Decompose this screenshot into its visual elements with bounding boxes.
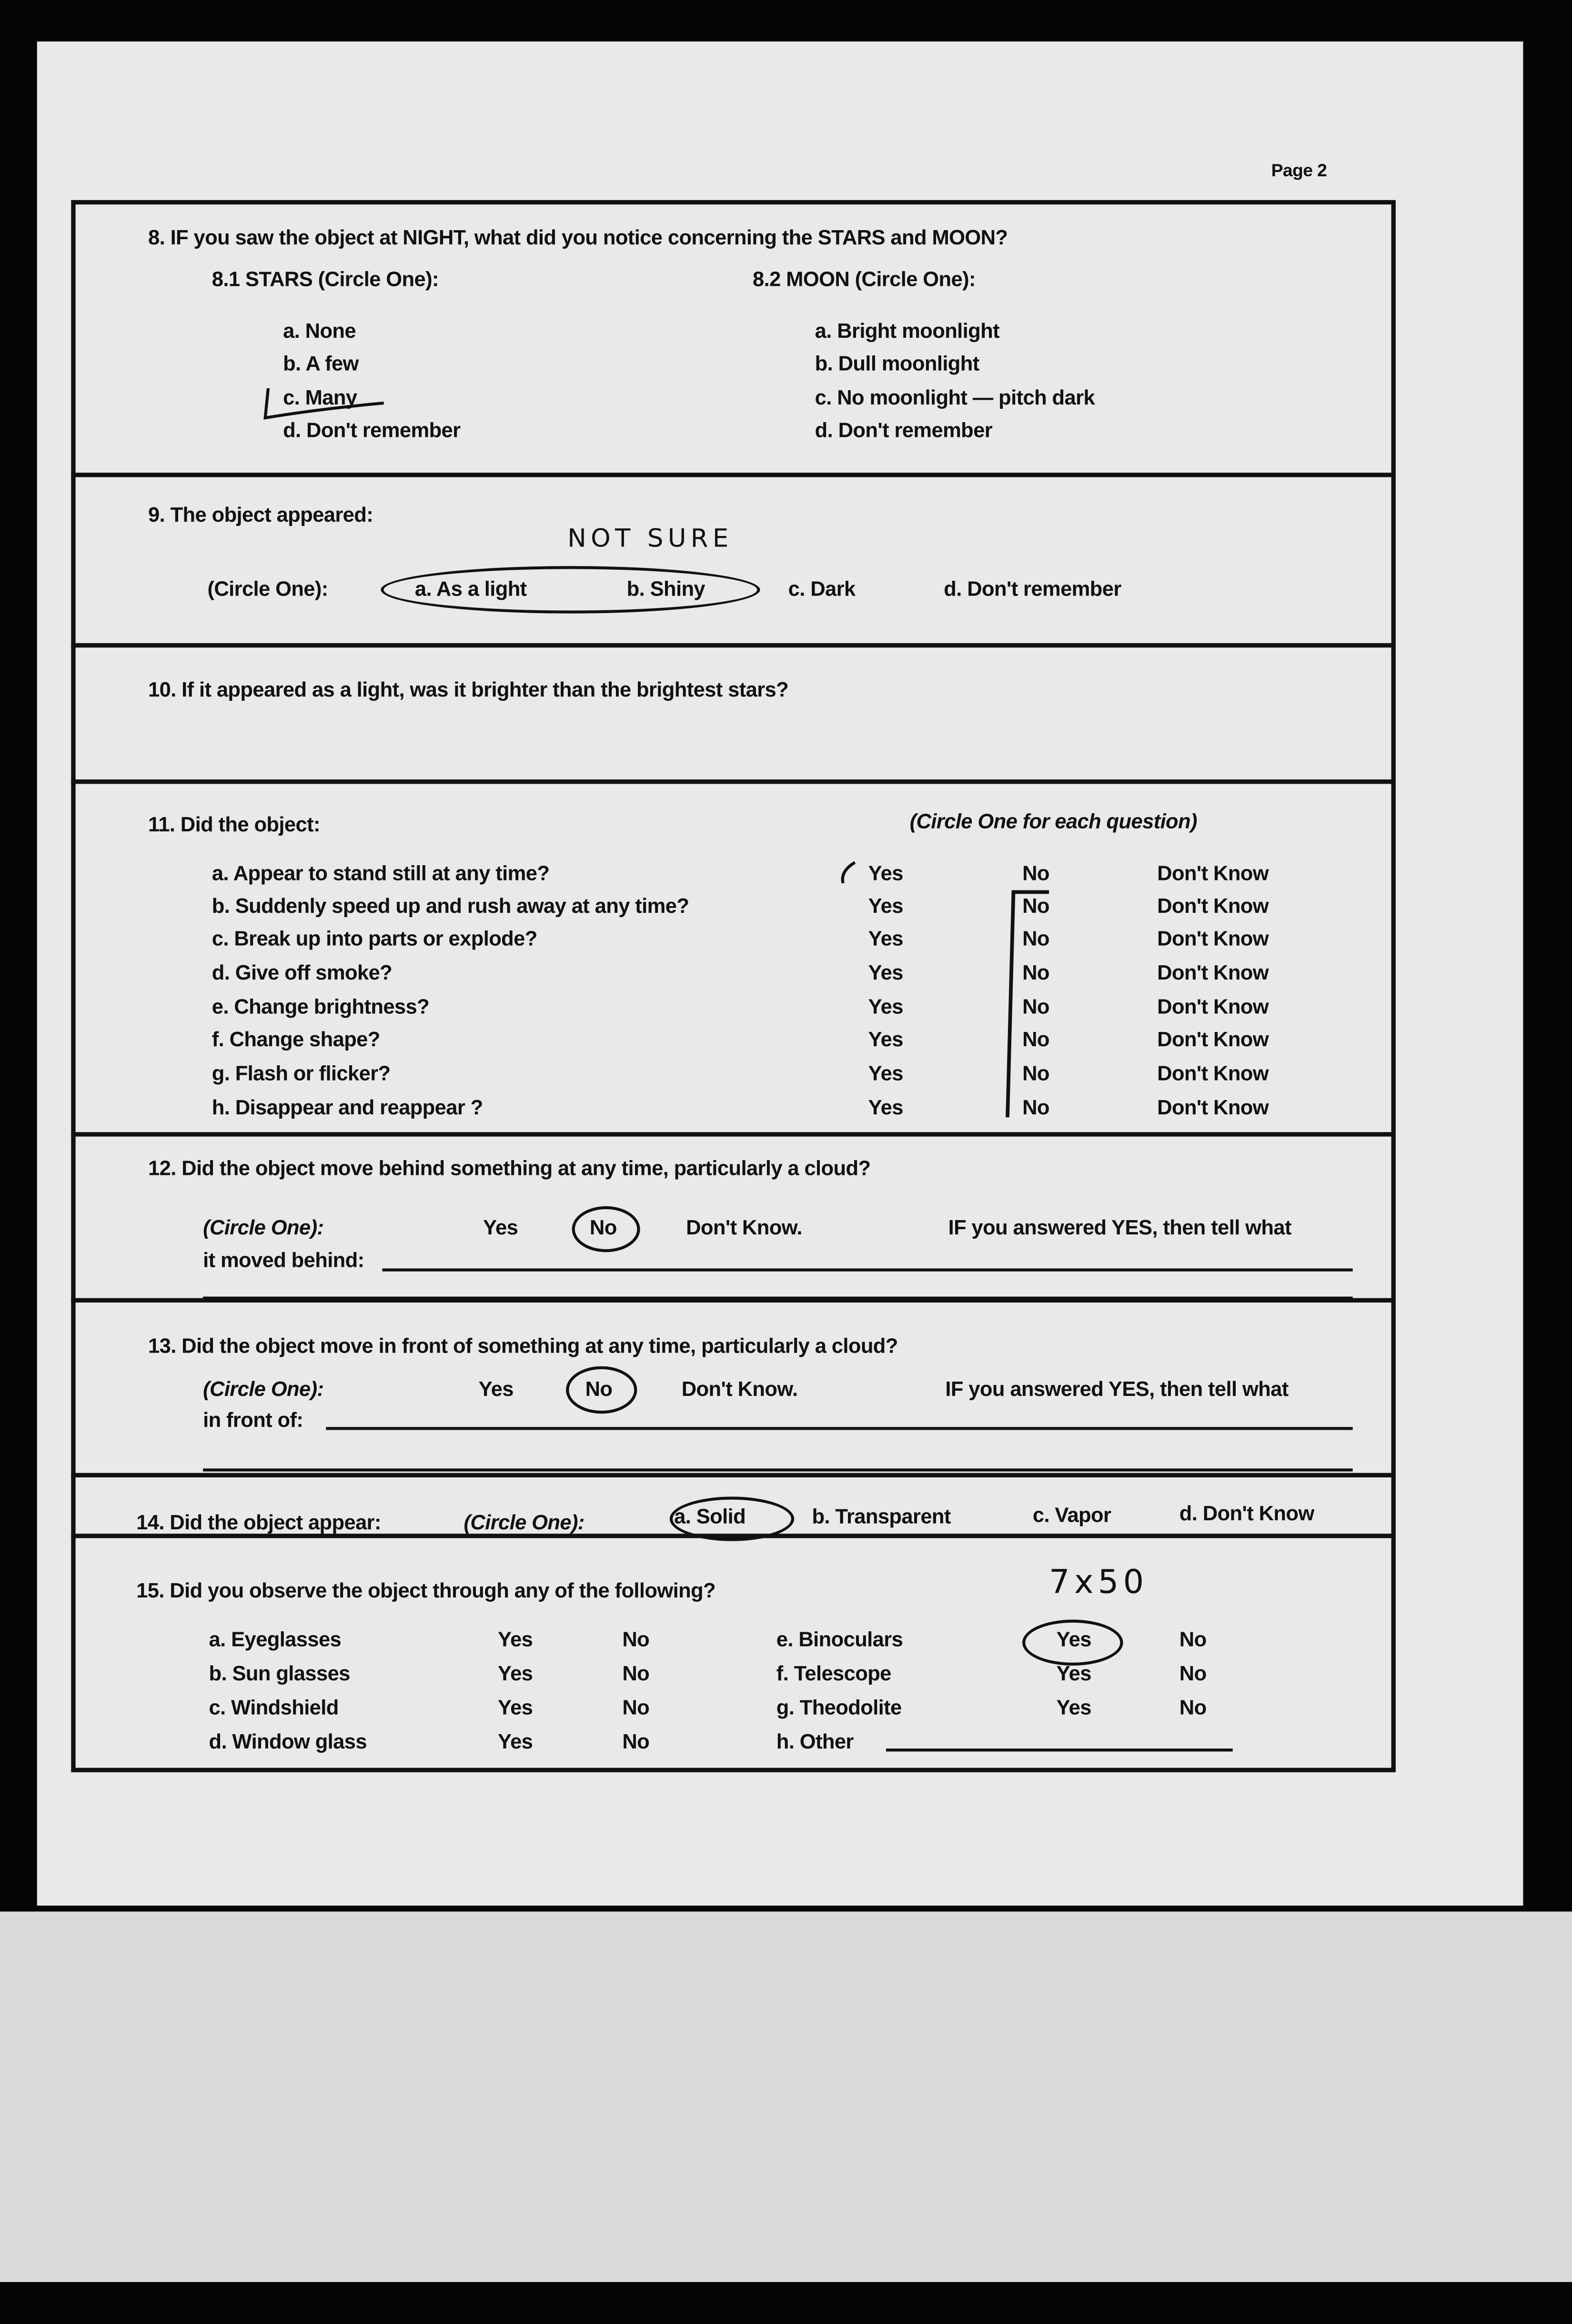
q9-option-selected: a. As a light	[414, 576, 527, 600]
q12-no-selected: No	[589, 1215, 617, 1239]
q11-no: No	[1022, 1095, 1049, 1119]
stars-heading: 8.1 STARS (Circle One):	[212, 266, 439, 291]
answer-circle	[670, 1496, 794, 1541]
q15-right-yes: Yes	[1056, 1695, 1091, 1719]
q15-left-no: No	[622, 1729, 650, 1753]
q11-dont-know: Don't Know	[1157, 1027, 1269, 1051]
q15-left-no: No	[622, 1627, 650, 1651]
q15-right-no: No	[1179, 1627, 1207, 1651]
q11-yes: Yes	[868, 1095, 903, 1119]
moon-option: b. Dull moonlight	[815, 351, 979, 375]
q11-no: No	[1022, 994, 1049, 1018]
q9-option-selected: b. Shiny	[626, 576, 705, 600]
q15-right-yes: Yes	[1056, 1627, 1091, 1651]
q15-right-label: g. Theodolite	[776, 1695, 902, 1719]
underline-mark	[259, 385, 393, 423]
page-number: Page 2	[1271, 160, 1327, 181]
handwritten-note: 7x50	[1049, 1565, 1149, 1602]
stars-option: b. A few	[283, 351, 359, 375]
stars-option: a. None	[283, 318, 356, 343]
answer-circle	[572, 1206, 640, 1252]
q15-right-no: No	[1179, 1661, 1207, 1685]
answer-circle	[566, 1366, 637, 1414]
stars-option-selected: c. Many	[283, 385, 357, 409]
q11-row-label: f. Change shape?	[212, 1027, 380, 1051]
q11-no: No	[1022, 926, 1049, 950]
q11-dont-know: Don't Know	[1157, 994, 1269, 1018]
q13-follow-label: in front of:	[203, 1407, 303, 1432]
q11-yes: Yes	[868, 893, 903, 918]
q15-right-label: e. Binoculars	[776, 1627, 903, 1651]
q11-row-label: b. Suddenly speed up and rush away at any time?	[212, 893, 689, 918]
divider	[71, 779, 1394, 784]
divider	[71, 1132, 1394, 1136]
q11-row-label: g. Flash or flicker?	[212, 1061, 391, 1085]
q15-left-label: b. Sun glasses	[209, 1661, 350, 1685]
answer-circle	[381, 566, 760, 614]
q15-left-no: No	[622, 1695, 650, 1719]
q12-follow-label: it moved behind:	[203, 1247, 364, 1272]
bracket-mark	[998, 886, 1058, 1123]
check-mark	[837, 859, 881, 889]
q12-dont-know: Don't Know.	[686, 1215, 802, 1239]
q11-yes: Yes	[868, 926, 903, 950]
q13-dont-know: Don't Know.	[681, 1376, 798, 1401]
q14-title: 14. Did the object appear:	[136, 1510, 381, 1534]
q11-instruction: (Circle One for each question)	[909, 809, 1197, 833]
q15-left-label: a. Eyeglasses	[209, 1627, 342, 1651]
q15-left-label: c. Windshield	[209, 1695, 339, 1719]
q15-left-yes: Yes	[498, 1661, 533, 1685]
answer-line[interactable]	[326, 1427, 1352, 1429]
q11-yes: Yes	[868, 1061, 903, 1085]
q11-yes: Yes	[868, 1027, 903, 1051]
q11-dont-know: Don't Know	[1157, 893, 1269, 918]
q12-yes: Yes	[483, 1215, 518, 1239]
q9-title: 9. The object appeared:	[148, 502, 373, 526]
q8-title: 8. IF you saw the object at NIGHT, what did you notice concerning the STARS and MOON?	[148, 225, 1008, 249]
handwritten-note: NOT SURE	[567, 525, 733, 555]
answer-line[interactable]	[203, 1468, 1353, 1471]
divider	[71, 643, 1394, 647]
divider	[71, 473, 1394, 477]
circle-one-label: (Circle One):	[203, 1215, 324, 1239]
q11-row-label: h. Disappear and reappear ?	[212, 1095, 483, 1119]
q11-no: No	[1022, 1027, 1049, 1051]
lower-page-edge	[0, 1911, 1572, 2282]
q10-title: 10. If it appeared as a light, was it brighter than the brightest stars?	[148, 677, 789, 701]
q11-dont-know: Don't Know	[1157, 960, 1269, 984]
q15-right-no: No	[1179, 1695, 1207, 1719]
q11-no: No	[1022, 960, 1049, 984]
circle-one-label: (Circle One):	[203, 1376, 324, 1401]
q11-yes: Yes	[868, 861, 903, 885]
q15-left-yes: Yes	[498, 1627, 533, 1651]
q11-row-label: c. Break up into parts or explode?	[212, 926, 537, 950]
q13-if-yes: IF you answered YES, then tell what	[945, 1376, 1289, 1401]
other-answer-line[interactable]	[886, 1748, 1233, 1751]
answer-line[interactable]	[382, 1268, 1352, 1271]
q11-row-label: e. Change brightness?	[212, 994, 430, 1018]
moon-heading: 8.2 MOON (Circle One):	[753, 266, 976, 291]
q15-left-yes: Yes	[498, 1729, 533, 1753]
q15-left-label: d. Window glass	[209, 1729, 367, 1753]
q11-dont-know: Don't Know	[1157, 861, 1269, 885]
q11-row-label: a. Appear to stand still at any time?	[212, 861, 550, 885]
q15-right-label: h. Other	[776, 1729, 854, 1753]
stars-option: d. Don't remember	[283, 418, 461, 442]
q15-title: 15. Did you observe the object through any of the following?	[136, 1578, 716, 1602]
q15-right-label: f. Telescope	[776, 1661, 891, 1685]
q14-option-selected: a. Solid	[674, 1504, 746, 1528]
q14-option: b. Transparent	[812, 1504, 951, 1528]
q11-no: No	[1022, 1061, 1049, 1085]
q12-if-yes: IF you answered YES, then tell what	[948, 1215, 1291, 1239]
q11-dont-know: Don't Know	[1157, 1095, 1269, 1119]
q14-option: c. Vapor	[1032, 1502, 1111, 1526]
q13-no-selected: No	[585, 1376, 613, 1401]
divider	[71, 1473, 1394, 1477]
q11-no: No	[1022, 861, 1049, 885]
q14-option: d. Don't Know	[1179, 1501, 1314, 1525]
q11-yes: Yes	[868, 994, 903, 1018]
moon-option: d. Don't remember	[815, 418, 993, 442]
moon-option: a. Bright moonlight	[815, 318, 999, 343]
q9-option: d. Don't remember	[944, 576, 1121, 600]
q13-title: 13. Did the object move in front of something at any time, particularly a cloud?	[148, 1334, 898, 1358]
answer-line[interactable]	[203, 1297, 1353, 1299]
q11-yes: Yes	[868, 960, 903, 984]
q15-left-yes: Yes	[498, 1695, 533, 1719]
answer-circle	[1022, 1620, 1123, 1666]
q11-row-label: d. Give off smoke?	[212, 960, 393, 984]
q15-left-no: No	[622, 1661, 650, 1685]
q11-no: No	[1022, 893, 1049, 918]
moon-option: c. No moonlight — pitch dark	[815, 385, 1095, 409]
q11-dont-know: Don't Know	[1157, 1061, 1269, 1085]
q15-right-yes: Yes	[1056, 1661, 1091, 1685]
circle-one-label: (Circle One):	[464, 1510, 584, 1534]
q9-option: c. Dark	[788, 576, 856, 600]
q12-title: 12. Did the object move behind something at any time, particularly a cloud?	[148, 1156, 871, 1180]
q11-dont-know: Don't Know	[1157, 926, 1269, 950]
circle-one-label: (Circle One):	[207, 576, 328, 600]
q11-title: 11. Did the object:	[148, 812, 320, 836]
q13-yes: Yes	[478, 1376, 514, 1401]
